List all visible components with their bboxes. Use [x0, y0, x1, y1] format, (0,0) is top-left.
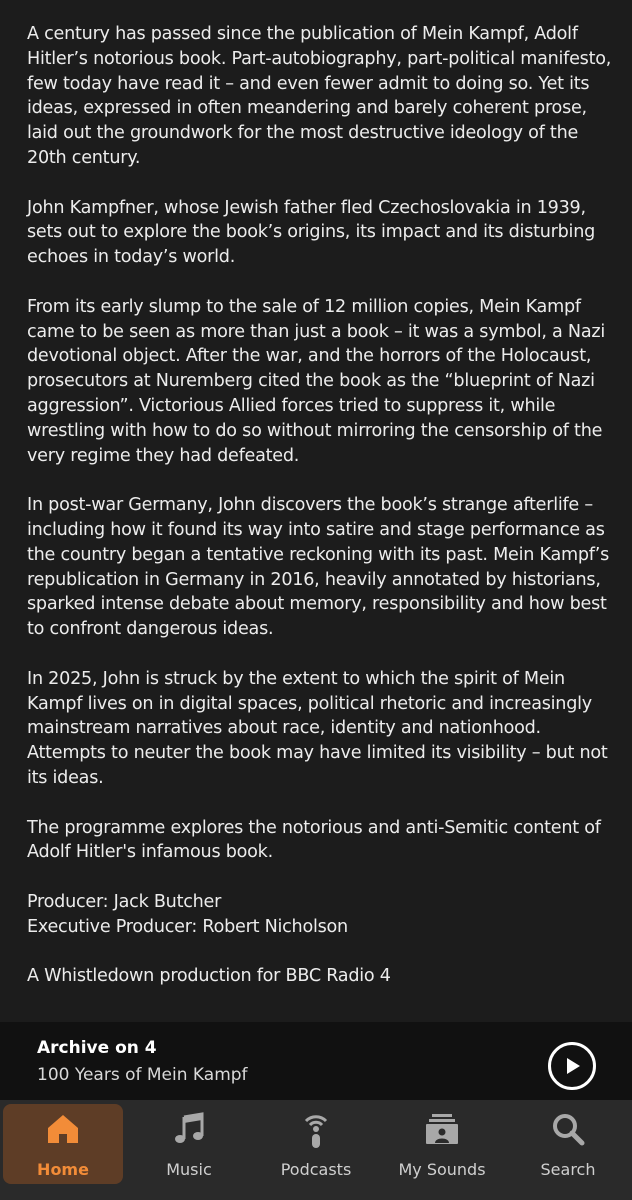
description-paragraph: John Kampfner, whose Jewish father fled Czechoslovakia in 1939, sets out to explore the book’s origins, its impact and its disturbing echoes in today’s world.: [27, 197, 596, 268]
play-icon: [551, 1045, 593, 1087]
producer-credit: Producer: Jack Butcher: [27, 891, 222, 912]
nav-item-my-sounds[interactable]: [382, 1104, 502, 1184]
description-paragraph: A century has passed since the publication of Mein Kampf, Adolf Hitler’s notorious book. Part-autobiography, part-political manifesto, few today have read it – and even fewer admit to doing so. Yet its ideas, expressed in often meandering and barely coherent prose, laid out the groundwork for the most destructive ideology of the 20th century.: [27, 24, 612, 168]
description-paragraph: From its early slump to the sale of 12 million copies, Mein Kampf came to be seen as more than just a book – it was a symbol, a Nazi devotional object. After the war, and the horrors of the Holocaust, prosecutors at Nuremberg cited the book as the “blueprint of Nazi aggression”. Victorious Allied forces tried to suppress it, while wrestling with how to do so without mirroring the censorship of the very regime they had defeated.: [27, 296, 605, 466]
description-paragraph: In 2025, John is struck by the extent to which the spirit of Mein Kampf lives on in digital spaces, political rhetoric and increasingly mainstream narratives about race, identity and nationhood. Attempts to neuter the book may have limited its visibility – but not its ideas.: [27, 668, 608, 788]
nav-item-home[interactable]: [3, 1104, 123, 1184]
play-button[interactable]: [548, 1042, 596, 1090]
nav-item-music[interactable]: [129, 1104, 249, 1184]
podcast-icon: [256, 1112, 376, 1152]
executive-producer-credit: Executive Producer: Robert Nicholson: [27, 916, 348, 937]
programme-description: [27, 22, 612, 1014]
mini-player[interactable]: [0, 1022, 632, 1100]
bottom-navigation: [0, 1100, 632, 1200]
player-title: Archive on 4: [37, 1038, 157, 1058]
description-paragraph: In post-war Germany, John discovers the book’s strange afterlife – including how it found its way into satire and stage performance as the country began a tentative reckoning with its past. Mein Kampf’s republication in Germany in 2016, heavily annotated by historians, sparked intense debate about memory, responsibility and how best to confront dangerous ideas.: [27, 495, 610, 640]
nav-label: Search: [540, 1160, 596, 1179]
player-subtitle: 100 Years of Mein Kampf: [37, 1065, 248, 1085]
nav-label: Home: [37, 1160, 89, 1179]
nav-label: My Sounds: [398, 1160, 486, 1179]
production-credit: A Whistledown production for BBC Radio 4: [27, 966, 391, 987]
description-paragraph: The programme explores the notorious and anti-Semitic content of Adolf Hitler's infamous book.: [27, 817, 601, 863]
nav-label: Podcasts: [280, 1160, 352, 1179]
my-sounds-icon: [382, 1112, 502, 1152]
nav-label: Music: [166, 1160, 212, 1179]
music-note-icon: [129, 1112, 249, 1152]
home-icon: [3, 1112, 123, 1152]
nav-item-search[interactable]: [508, 1104, 628, 1184]
search-icon: [508, 1112, 628, 1152]
nav-item-podcasts[interactable]: [256, 1104, 376, 1184]
